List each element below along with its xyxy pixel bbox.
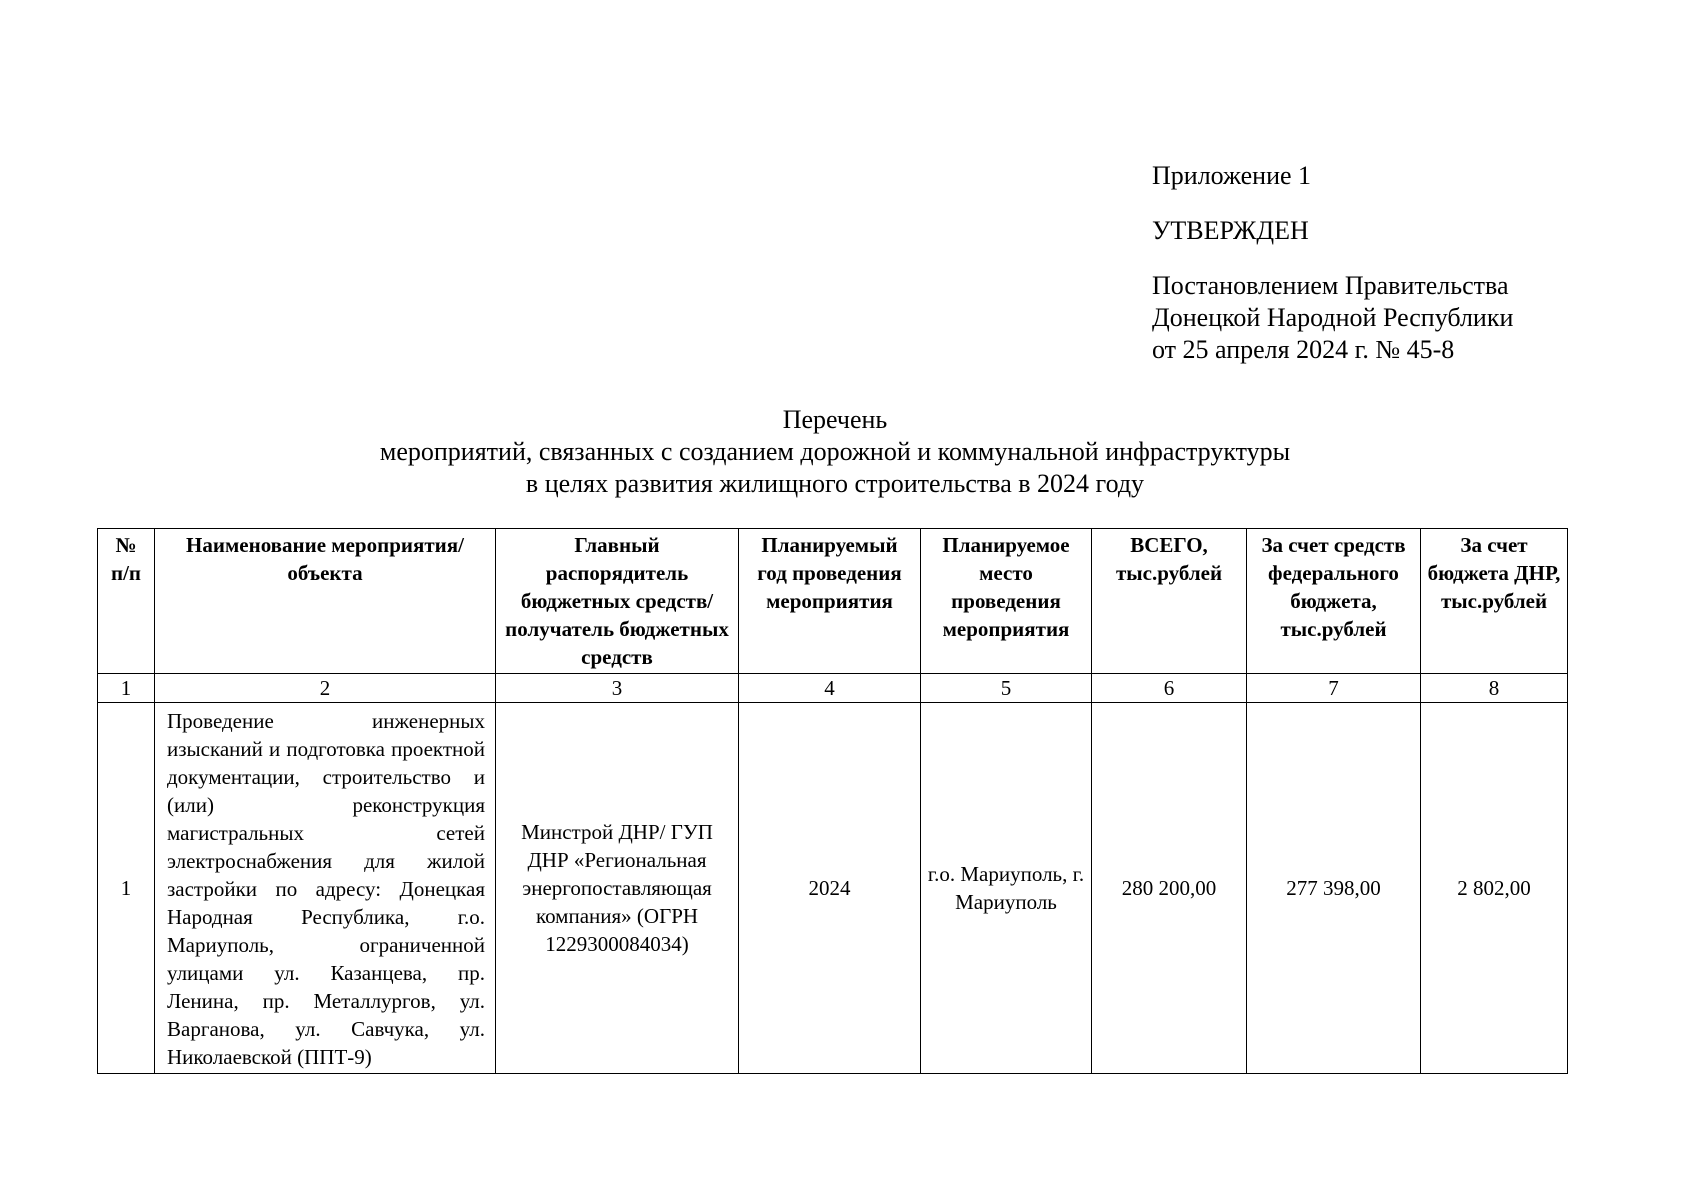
row-number-cell: 1 [98,703,155,1074]
decree-line: Постановлением Правительства [1152,271,1509,300]
administrator-cell: Минстрой ДНР/ ГУП ДНР «Региональная энергопоставляющая компания» (ОГРН 1229300084034) [496,703,739,1074]
place-cell: г.о. Мариуполь, г. Мариуполь [921,703,1092,1074]
federal-budget-cell: 277 398,00 [1247,703,1421,1074]
column-number: 8 [1421,674,1568,703]
dnr-budget-cell: 2 802,00 [1421,703,1568,1074]
column-number: 1 [98,674,155,703]
document-title [90,404,1580,500]
header-cell-total: ВСЕГО, тыс.рублей [1092,529,1247,674]
table-row [98,703,1568,1074]
measures-table [97,528,1568,1074]
column-number: 5 [921,674,1092,703]
decree-reference [1152,270,1672,366]
column-number: 4 [739,674,921,703]
measure-name-cell: Проведение инженерных изысканий и подготовка проектной документации, строительство и (или) реконструкция магистральных сетей электроснабжения для жилой застройки по адресу: Донецкая Народная Республика, г.о. Мариуполь, ограниченной улицами ул. Казанцева, пр. Ленина, пр. Металлургов, ул. Варганова, ул. Савчука, ул. Николаевской (ППТ-9) [155,703,496,1074]
title-line: Перечень [782,405,888,434]
column-number: 6 [1092,674,1247,703]
decree-line: Донецкой Народной Республики [1152,303,1514,332]
header-cell-dnr: За счет бюджета ДНР, тыс.рублей [1421,529,1568,674]
header-cell-year: Планируемый год проведения мероприятия [739,529,921,674]
table-header-row [98,529,1568,674]
total-cell: 280 200,00 [1092,703,1247,1074]
header-cell-place: Планируемое место проведения мероприятия [921,529,1092,674]
header-cell-name: Наименование мероприятия/ объекта [155,529,496,674]
year-cell: 2024 [739,703,921,1074]
decree-line: от 25 апреля 2024 г. № 45-8 [1152,335,1455,364]
title-line: в целях развития жилищного строительства в 2024 году [525,469,1145,498]
title-line: мероприятий, связанных с созданием дорожной и коммунальной инфраструктуры [379,437,1291,466]
approved-label: УТВЕРЖДЕН [1152,216,1309,245]
appendix-label: Приложение 1 [1152,161,1312,190]
column-number: 2 [155,674,496,703]
header-cell-number: № п/п [98,529,155,674]
column-number-row [98,674,1568,703]
header-cell-administrator: Главный распорядитель бюджетных средств/получатель бюджетных средств [496,529,739,674]
approval-block [1152,160,1672,366]
column-number: 7 [1247,674,1421,703]
header-cell-federal: За счет средств федерального бюджета, тыс.рублей [1247,529,1421,674]
column-number: 3 [496,674,739,703]
